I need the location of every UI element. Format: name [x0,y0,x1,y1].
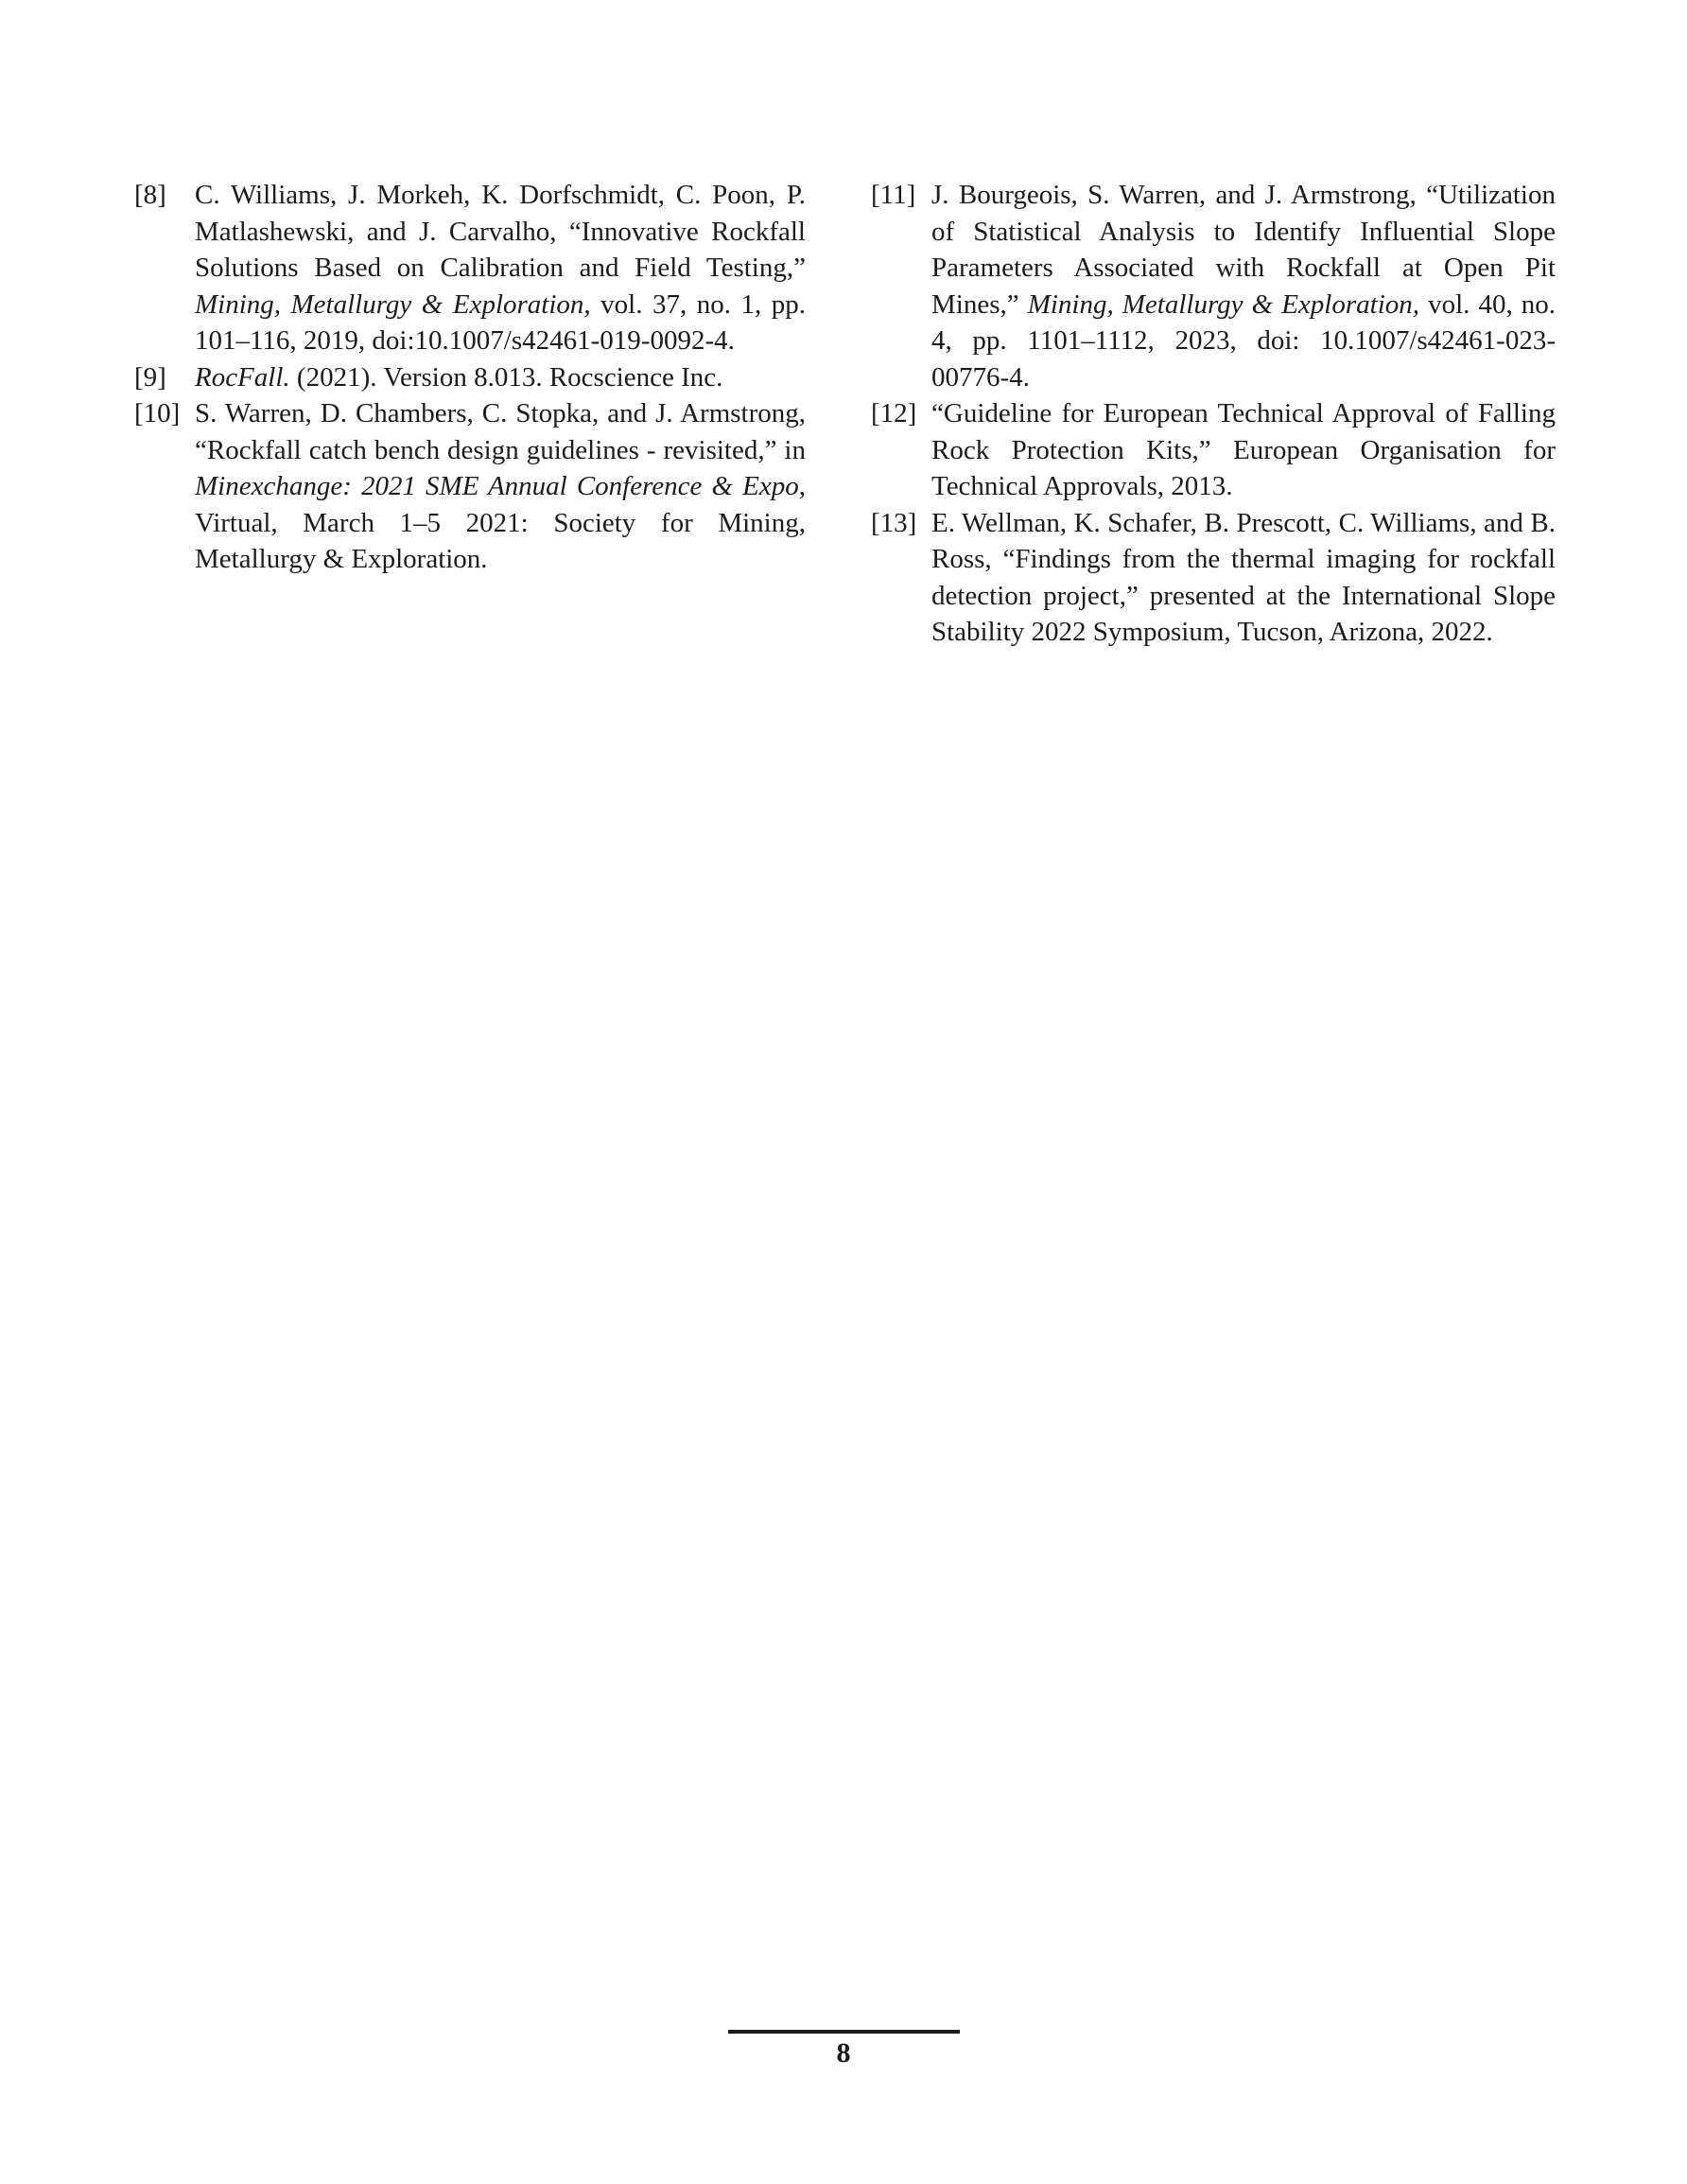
reference-number: [8] [134,180,166,210]
references-column-left [134,177,806,578]
reference-item [871,505,1556,651]
reference-item [134,359,806,396]
reference-number: [12] [871,398,917,428]
reference-item [871,177,1556,395]
reference-number: [9] [134,361,166,393]
reference-item [134,395,806,578]
footer-divider-rule [728,2030,960,2034]
page-number: 8 [836,2037,851,2069]
reference-number: [10] [134,398,181,428]
reference-text: RocFall. (2021). Version 8.013. Rocscience Inc. [195,361,723,393]
references-column-right [871,177,1556,651]
reference-number: [13] [871,507,917,538]
reference-text: S. Warren, D. Chambers, C. Stopka, and J. Armstrong, “Rockfall catch bench design guidelines - revisited,” in Minexchange: 2021 SME Annual Conference & Expo, Virtual, March 1–5 2021: Society for Mining, Metallurgy & Exploration. [195,398,806,574]
reference-text: C. Williams, J. Morkeh, K. Dorfschmidt, C. Poon, P. Matlashewski, and J. Carvalho, “Innovative Rockfall Solutions Based on Calibration and Field Testing,” Mining, Metallurgy & Exploration, vol. 37, no. 1, pp. 101–116, 2019, doi:10.1007/s42461-019-0092-4. [195,180,806,356]
reference-text: “Guideline for European Technical Approval of Falling Rock Protection Kits,” European Organisation for Technical Approvals, 2013. [931,398,1556,501]
reference-item [134,177,806,359]
reference-item [871,395,1556,505]
reference-text: J. Bourgeois, S. Warren, and J. Armstrong, “Utilization of Statistical Analysis to Identify Influential Slope Parameters Associated with Rockfall at Open Pit Mines,” Mining, Metallurgy & Exploration, vol. 40, no. 4, pp. 1101–1112, 2023, doi: 10.1007/s42461-023-00776-4. [931,180,1556,393]
reference-number: [11] [871,180,916,210]
reference-text: E. Wellman, K. Schafer, B. Prescott, C. Williams, and B. Ross, “Findings from the thermal imaging for rockfall detection project,” presented at the International Slope Stability 2022 Symposium, Tucson, Arizona, 2022. [931,507,1556,647]
